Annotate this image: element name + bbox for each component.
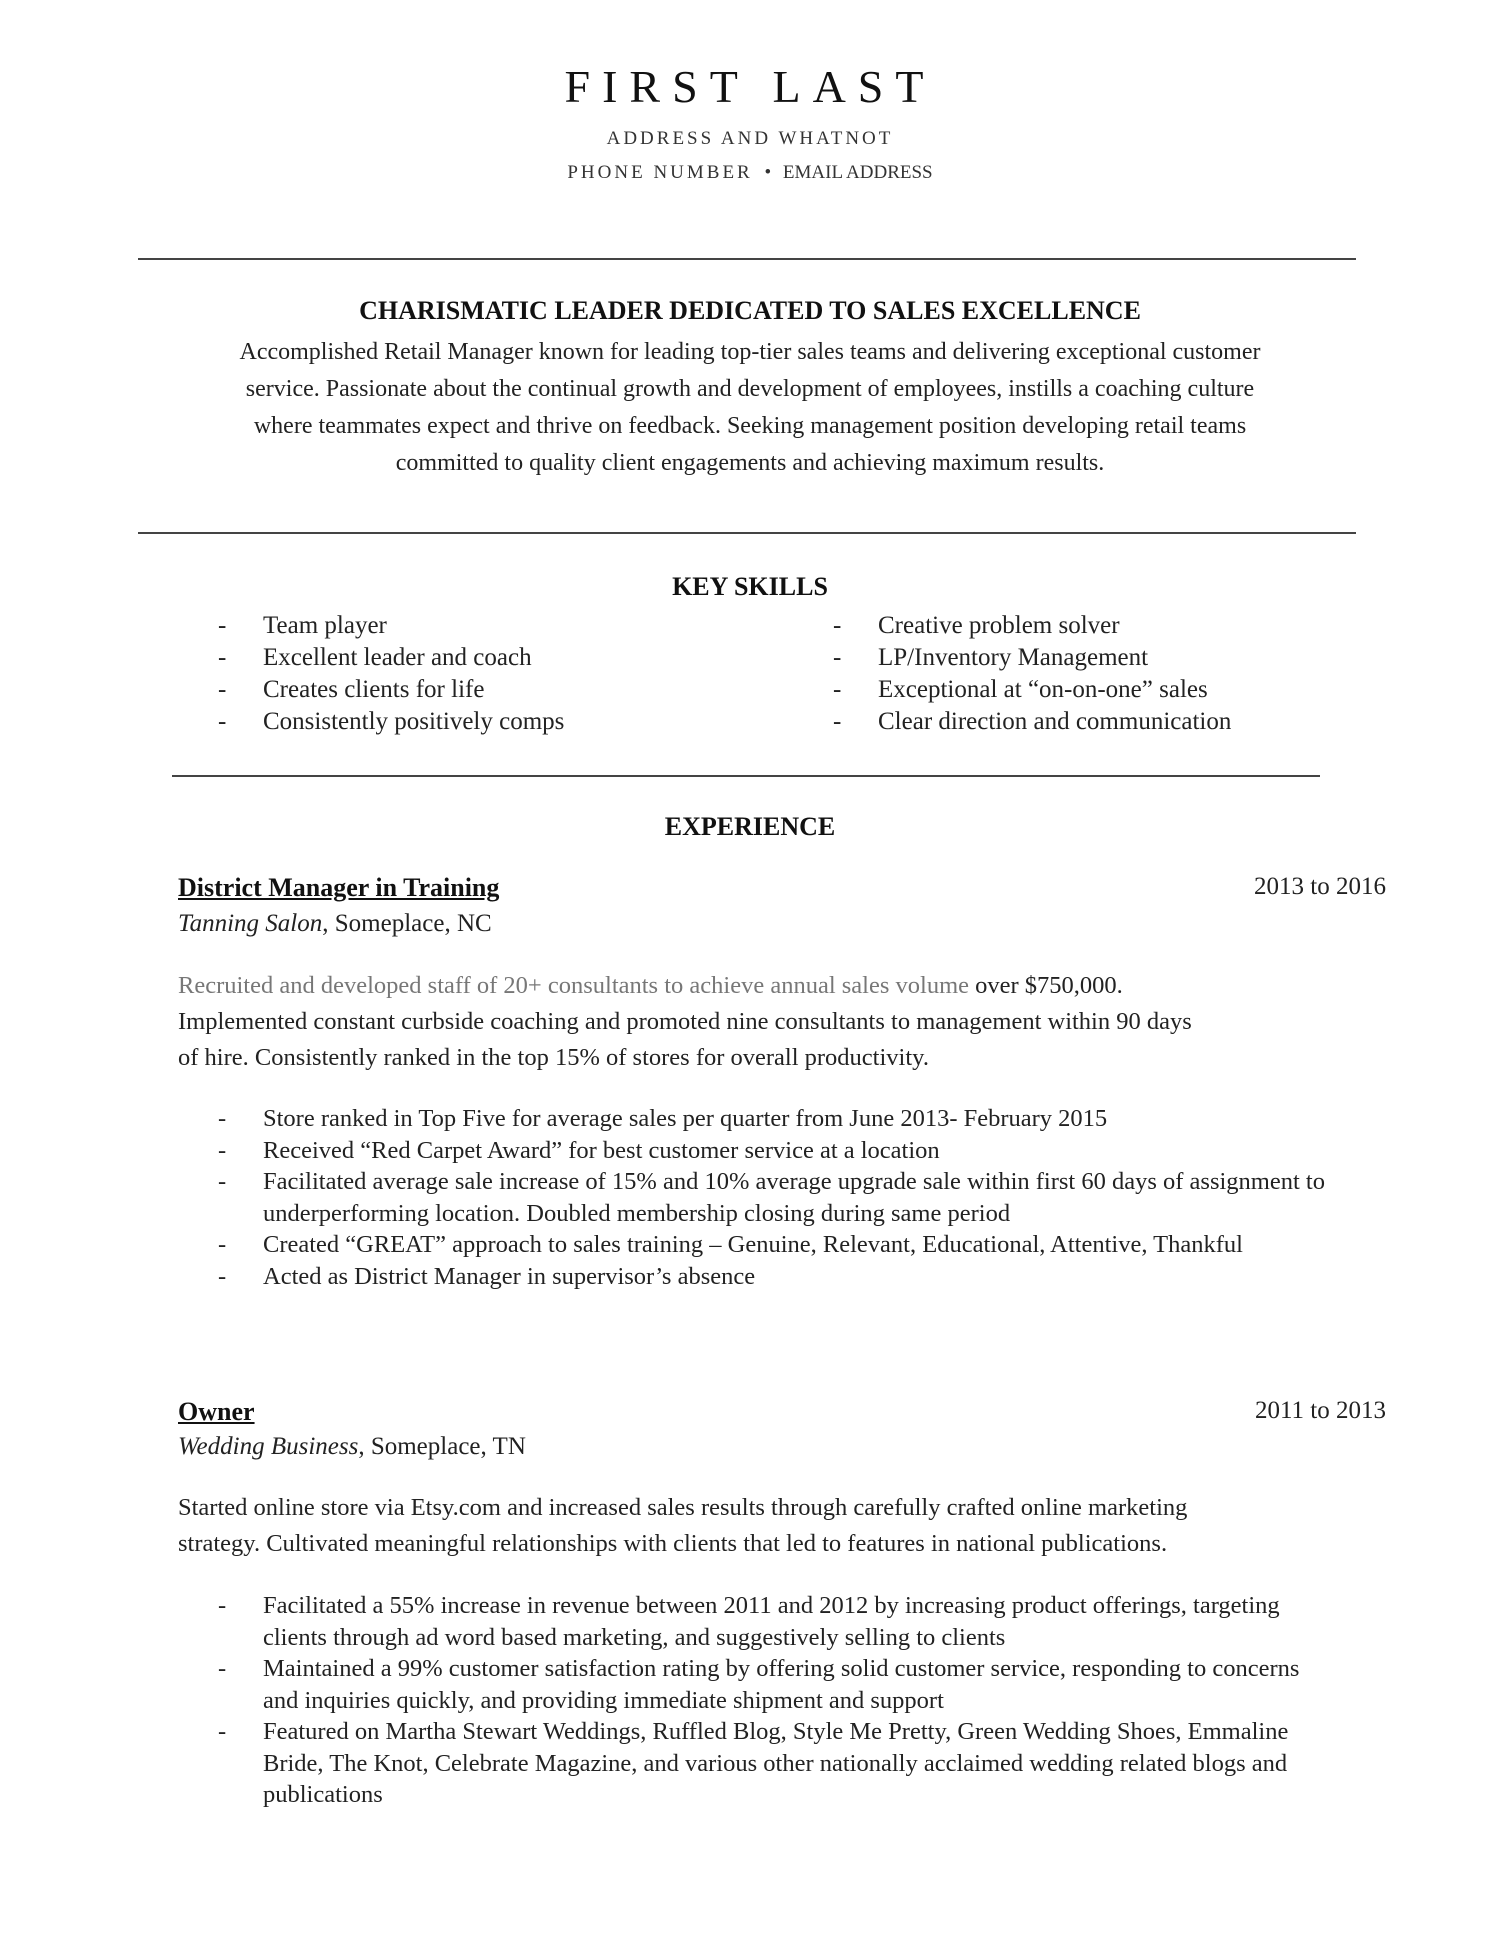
bullet-item — [218, 1135, 1338, 1167]
skill-label: Creates clients for life — [263, 676, 485, 703]
bullet-text: Created “GREAT” approach to sales training – Genuine, Relevant, Educational, Attentive, Thankful — [263, 1231, 1243, 1258]
job-summary — [178, 968, 1338, 1076]
skill-item — [833, 706, 1353, 738]
skill-item — [218, 610, 718, 642]
job-dates: 2011 to 2013 — [1254, 1397, 1386, 1424]
dash-bullet: - — [218, 1231, 227, 1258]
skill-label: Clear direction and communication — [878, 708, 1232, 735]
divider — [138, 532, 1356, 534]
skill-item — [218, 642, 718, 674]
dash-bullet: - — [833, 644, 842, 671]
dash-bullet: - — [218, 1168, 227, 1195]
job-title: Owner — [178, 1397, 255, 1426]
summary-line: strategy. Cultivated meaningful relationships with clients that led to features in national publications. — [178, 1530, 1168, 1557]
dash-bullet: - — [218, 1262, 227, 1290]
company-name: Tanning Salon — [178, 910, 323, 937]
bullet-item — [218, 1229, 1338, 1261]
bullet-item — [218, 1716, 1338, 1811]
dash-bullet: - — [833, 708, 842, 735]
address-line: ADDRESS AND WHATNOT — [606, 128, 894, 149]
summary-line: Started online store via Etsy.com and increased sales results through carefully crafted online marketing — [178, 1494, 1188, 1521]
divider — [138, 258, 1356, 260]
summary-black-text: over $750,000. — [975, 972, 1123, 999]
summary-text — [170, 334, 1330, 482]
skill-item — [218, 706, 718, 738]
summary-line: where teammates expect and thrive on feedback. Seeking management position developing retail teams — [253, 413, 1247, 439]
bullet-item — [218, 1103, 1338, 1135]
dash-bullet: - — [218, 676, 227, 703]
bullet-item — [218, 1166, 1338, 1229]
summary-grey-text: Recruited and developed staff of 20+ consultants to achieve annual sales volume — [178, 972, 976, 999]
skill-item — [218, 674, 718, 706]
summary-line: service. Passionate about the continual growth and development of employees, instills a coaching culture — [245, 376, 1255, 402]
skills-right-column — [833, 610, 1353, 738]
dash-bullet: - — [833, 612, 842, 639]
job-company — [178, 910, 492, 938]
dash-bullet: - — [218, 1105, 227, 1132]
skill-label: Excellent leader and coach — [263, 644, 532, 671]
bullet-text: Acted as District Manager in supervisor’s absence — [263, 1262, 756, 1290]
summary-line: committed to quality client engagements and achieving maximum results. — [395, 450, 1105, 476]
dash-bullet: - — [833, 676, 842, 703]
skill-label: Team player — [263, 612, 387, 639]
job-dates: 2013 to 2016 — [1254, 873, 1386, 900]
dash-bullet: - — [218, 1718, 227, 1745]
summary-line: Implemented constant curbside coaching and promoted nine consultants to management within 90 days — [178, 1008, 1192, 1035]
bullet-item — [218, 1590, 1338, 1653]
dash-bullet: - — [218, 1655, 227, 1682]
company-location: , Someplace, TN — [358, 1433, 526, 1460]
bullet-text: Maintained a 99% customer satisfaction rating by offering solid customer service, responding to concerns and inquiries quickly, and providing immediate shipment and support — [263, 1655, 1300, 1714]
bullet-text: Store ranked in Top Five for average sales per quarter from June 2013- February 2015 — [263, 1105, 1108, 1132]
dash-bullet: - — [218, 708, 227, 735]
bullet-text: Facilitated a 55% increase in revenue between 2011 and 2012 by increasing product offerings, targeting clients through ad word based marketing, and suggestively selling to clients — [263, 1592, 1280, 1651]
job-bullets — [218, 1590, 1338, 1811]
candidate-name: FIRST LAST — [564, 61, 936, 112]
bullet-item — [218, 1653, 1338, 1716]
skill-item — [833, 642, 1353, 674]
job-summary — [178, 1490, 1338, 1562]
dash-bullet: - — [218, 1136, 227, 1164]
dash-bullet: - — [218, 612, 227, 639]
bullet-text: Facilitated average sale increase of 15% and 10% average upgrade sale within first 60 days of assignment to underperforming location. Doubled membership closing during same period — [263, 1168, 1325, 1227]
job-company — [178, 1433, 526, 1461]
contact-line — [0, 162, 1500, 184]
skill-label: Exceptional at “on-on-one” sales — [878, 676, 1208, 703]
bullet-text: Featured on Martha Stewart Weddings, Ruffled Blog, Style Me Pretty, Green Wedding Shoes, Emmaline Bride, The Knot, Celebrate Magazine, and various other nationally acclaimed wedding related blogs and publications — [263, 1718, 1289, 1808]
summary-title: CHARISMATIC LEADER DEDICATED TO SALES EXCELLENCE — [359, 296, 1141, 325]
phone-number: PHONE NUMBER — [567, 162, 753, 183]
summary-line — [178, 968, 1338, 1004]
job-bullets — [218, 1103, 1338, 1292]
summary-line: Accomplished Retail Manager known for leading top-tier sales teams and delivering exceptional customer — [239, 339, 1261, 365]
company-name: Wedding Business — [178, 1433, 359, 1460]
job-title: District Manager in Training — [178, 873, 500, 902]
experience-title: EXPERIENCE — [664, 812, 836, 841]
dash-bullet: - — [218, 644, 227, 671]
bullet-text: Received “Red Carpet Award” for best customer service at a location — [263, 1136, 940, 1164]
skill-label: LP/Inventory Management — [878, 644, 1149, 671]
bullet-separator: • — [764, 162, 772, 183]
skills-left-column — [218, 610, 718, 738]
divider — [172, 775, 1320, 777]
skill-label: Creative problem solver — [878, 612, 1120, 639]
skills-title: KEY SKILLS — [672, 572, 828, 601]
dash-bullet: - — [218, 1592, 227, 1619]
skill-item — [833, 674, 1353, 706]
company-location: , Someplace, NC — [322, 910, 492, 937]
summary-line: of hire. Consistently ranked in the top 15% of stores for overall productivity. — [178, 1044, 929, 1071]
email-address: EMAIL ADDRESS — [782, 162, 933, 183]
skill-label: Consistently positively comps — [263, 708, 565, 735]
skill-item — [833, 610, 1353, 642]
bullet-item — [218, 1261, 1338, 1293]
